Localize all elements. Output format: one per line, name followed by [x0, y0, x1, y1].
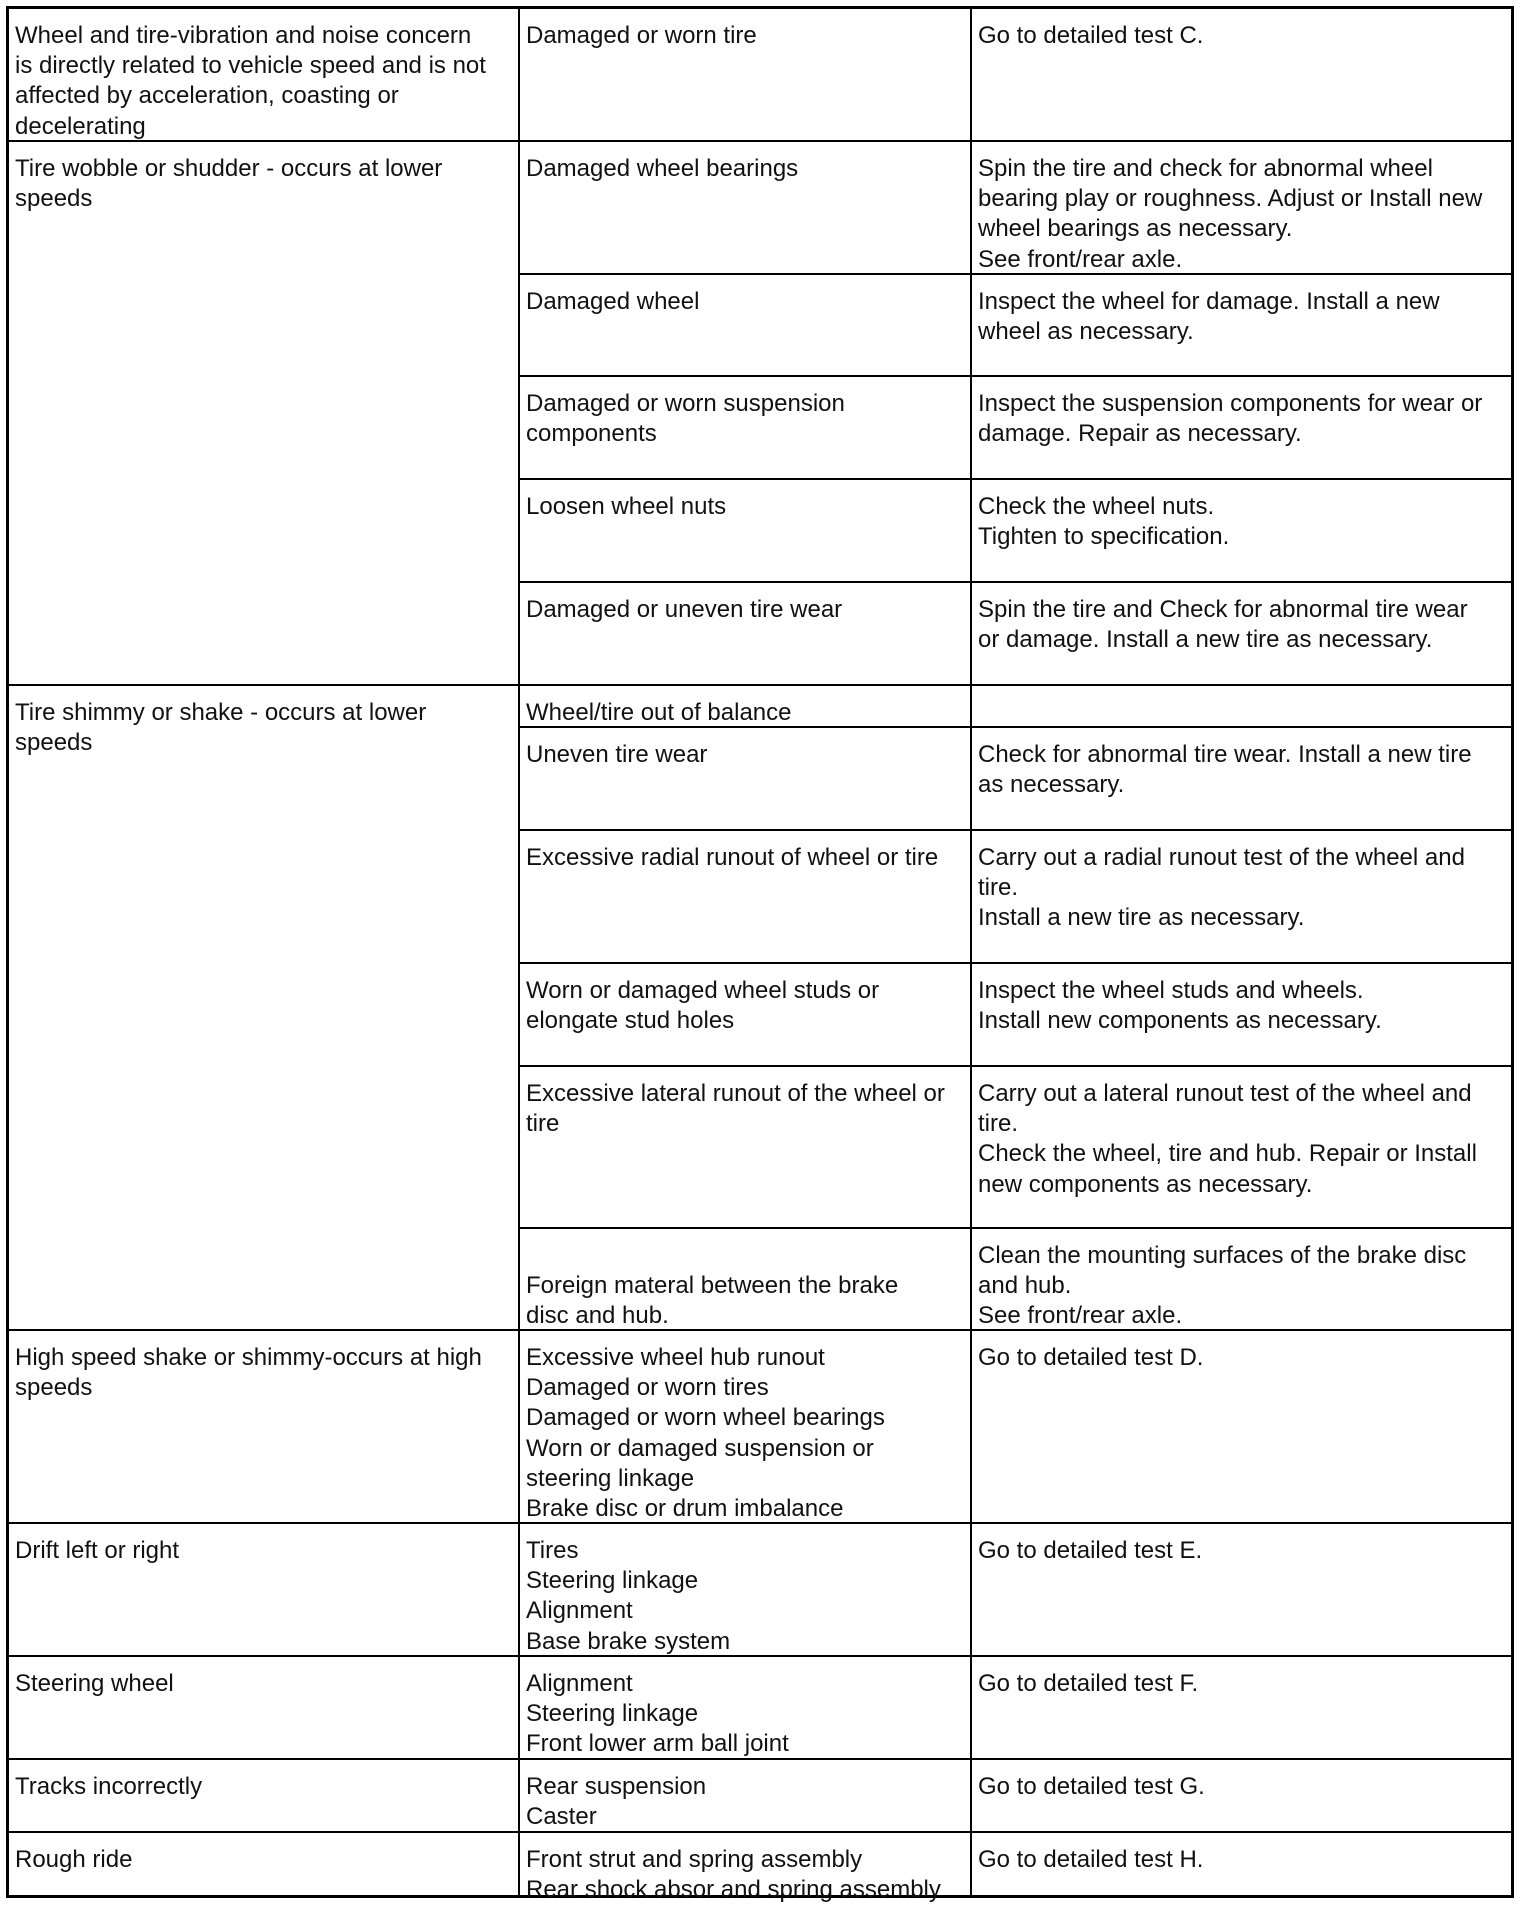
action-cell: [972, 694, 1511, 726]
action-cell: Check the wheel nuts. Tighten to specification.: [978, 493, 1230, 551]
cause-cell: Uneven tire wear: [526, 741, 708, 768]
subrow-divider: [520, 1227, 1511, 1229]
row-divider: [9, 1329, 1511, 1331]
symptom-cell: Wheel and tire-vibration and noise concern is directly related to vehicle speed and is not affected by acceleration, coasting or decelerating: [15, 22, 486, 140]
action-cell: Inspect the wheel for damage. Install a new wheel as necessary.: [978, 288, 1440, 346]
cause-cell: Foreign materal between the brake disc and hub.: [526, 1272, 899, 1329]
subrow-divider: [520, 1065, 1511, 1067]
action-cell: Carry out a radial runout test of the wheel and tire. Install a new tire as necessary.: [978, 844, 1465, 932]
action-cell: Spin the tire and check for abnormal wheel bearing play or roughness. Adjust or Install new wheel bearings as necessary. See front/rear axle.: [978, 155, 1483, 273]
subrow-divider: [520, 726, 1511, 728]
cause-cell: Damaged or worn tire: [526, 22, 757, 49]
cause-cell: Excessive radial runout of wheel or tire: [526, 844, 939, 871]
action-cell: Go to detailed test C.: [978, 22, 1204, 49]
action-cell: Go to detailed test E.: [978, 1537, 1203, 1564]
subrow-divider: [520, 478, 1511, 480]
action-cell: Go to detailed test H.: [978, 1846, 1204, 1873]
symptom-cell: Tracks incorrectly: [15, 1773, 203, 1800]
subrow-divider: [520, 375, 1511, 377]
action-cell: Spin the tire and Check for abnormal tire wear or damage. Install a new tire as necessary.: [978, 596, 1468, 654]
row-divider: [9, 140, 1511, 142]
action-cell: Go to detailed test G.: [978, 1773, 1205, 1800]
cause-cell: Tires Steering linkage Alignment Base brake system: [526, 1537, 731, 1655]
subrow-divider: [520, 581, 1511, 583]
symptom-cell: High speed shake or shimmy-occurs at high speeds: [15, 1344, 482, 1402]
cause-cell: Worn or damaged wheel studs or elongate stud holes: [526, 977, 880, 1035]
cause-cell: Excessive wheel hub runout Damaged or worn tires Damaged or worn wheel bearings Worn or damaged suspension or steering linkage Brake disc or drum imbalance: [526, 1344, 885, 1522]
action-cell: Go to detailed test F.: [978, 1670, 1199, 1697]
cause-cell: Damaged or worn suspension components: [526, 390, 845, 448]
cause-cell: Loosen wheel nuts: [526, 493, 727, 520]
action-cell: Check for abnormal tire wear. Install a new tire as necessary.: [978, 741, 1472, 799]
subrow-divider: [520, 273, 1511, 275]
symptom-cell: Drift left or right: [15, 1537, 180, 1564]
cause-cell: Excessive lateral runout of the wheel or tire: [526, 1080, 945, 1138]
symptom-cell: Rough ride: [15, 1846, 133, 1873]
cause-cell: Wheel/tire out of balance: [526, 699, 792, 726]
subrow-divider: [520, 962, 1511, 964]
row-divider: [9, 1831, 1511, 1833]
cause-cell: Alignment Steering linkage Front lower arm ball joint: [526, 1670, 789, 1758]
cause-cell: Front strut and spring assembly Rear shock absor and spring assembly: [526, 1846, 941, 1904]
cause-cell: Rear suspension Caster: [526, 1773, 707, 1831]
subrow-divider: [520, 829, 1511, 831]
symptom-cell: Steering wheel: [15, 1670, 174, 1697]
row-divider: [9, 684, 1511, 686]
action-cell: Carry out a lateral runout test of the wheel and tire. Check the wheel, tire and hub. Repair or Install new components as necessary.: [978, 1080, 1477, 1198]
cause-cell: Damaged or uneven tire wear: [526, 596, 843, 623]
row-divider: [9, 1758, 1511, 1760]
symptom-cell: Tire wobble or shudder - occurs at lower speeds: [15, 155, 443, 213]
cause-cell: Damaged wheel: [526, 288, 700, 315]
symptom-cell: Tire shimmy or shake - occurs at lower speeds: [15, 699, 427, 757]
action-cell: Go to detailed test D.: [978, 1344, 1204, 1371]
cause-cell: Damaged wheel bearings: [526, 155, 799, 182]
row-divider: [9, 1655, 1511, 1657]
action-cell: Inspect the wheel studs and wheels. Install new components as necessary.: [978, 977, 1382, 1035]
row-divider: [9, 1522, 1511, 1524]
action-cell: Clean the mounting surfaces of the brake disc and hub. See front/rear axle.: [978, 1242, 1467, 1329]
action-cell: Inspect the suspension components for wear or damage. Repair as necessary.: [978, 390, 1483, 448]
diagnosis-table: [6, 6, 1514, 1904]
